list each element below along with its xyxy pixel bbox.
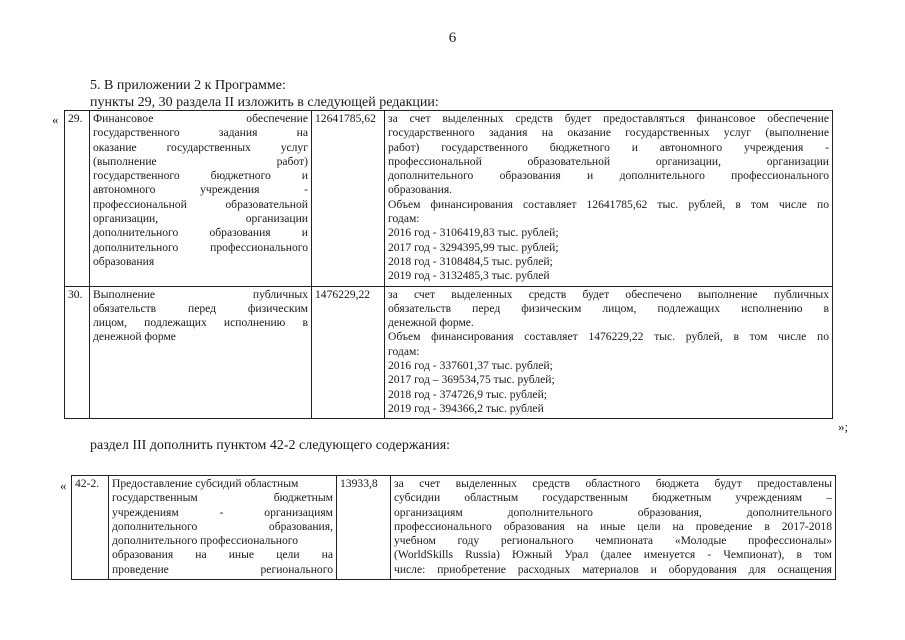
- description-line: дополнительного образования и дополнительного профессионального: [388, 169, 829, 183]
- description-line: 2017 год – 369534,75 тыс. рублей;: [388, 373, 555, 387]
- name-line: государственного задания на: [93, 126, 308, 140]
- description-line: 2016 год - 337601,37 тыс. рублей;: [388, 359, 553, 373]
- name-line: автономного учреждения -: [93, 183, 308, 197]
- table-row-42-2: [72, 476, 836, 580]
- name-line: организации, организации: [93, 212, 308, 226]
- section-3-line: раздел III дополнить пунктом 42-2 следующего содержания:: [90, 438, 451, 453]
- row-name: [90, 111, 312, 287]
- description-line: 2017 год - 3294395,99 тыс. рублей;: [388, 240, 559, 254]
- description-line: работ) государственного бюджетного и автономного учреждения -: [388, 140, 829, 154]
- description-line: профессиональной образовательной организации, организации: [388, 154, 829, 168]
- description-line: организациям дополнительного образования, дополнительного: [394, 505, 832, 519]
- table-section-2: [64, 110, 833, 419]
- table-section-3: [71, 475, 836, 580]
- page-number: 6: [448, 30, 457, 46]
- row-description: [385, 286, 833, 419]
- open-quote-1: «: [52, 112, 59, 127]
- name-line: лицом, подлежащих исполнению в: [93, 316, 308, 330]
- name-line: образования на иные цели на: [112, 548, 333, 562]
- description-line: 2019 год - 3132485,3 тыс. рублей: [388, 269, 550, 283]
- description-line: за счет выделенных средств будет предоставляться финансовое обеспечение: [388, 112, 829, 125]
- intro-line-1: 5. В приложении 2 к Программе:: [90, 78, 286, 93]
- description-line: 2019 год - 394366,2 тыс. рублей: [388, 401, 544, 415]
- name-line: (выполнение работ): [93, 154, 308, 168]
- name-line: Предоставление субсидий областным: [112, 477, 299, 490]
- name-line: Финансовое обеспечение: [93, 112, 308, 125]
- name-line: обязательств перед физическим: [93, 301, 308, 315]
- name-line: Выполнение публичных: [93, 287, 308, 301]
- name-line: дополнительного профессионального: [112, 534, 299, 548]
- description-line: денежной форме.: [388, 316, 474, 330]
- description-line: 2018 год - 374726,9 тыс. рублей;: [388, 387, 548, 401]
- description-line: числе: приобретение расходных материалов и оборудования для оснащения: [394, 562, 832, 576]
- intro-line-2: пункты 29, 30 раздела II изложить в следующей редакции:: [90, 95, 439, 110]
- name-line: государственного бюджетного и: [93, 169, 308, 183]
- description-line: 2018 год - 3108484,5 тыс. рублей;: [388, 254, 553, 268]
- row-number: 42-2.: [72, 476, 109, 580]
- close-quote: »;: [838, 419, 849, 434]
- name-line: дополнительного профессионального: [93, 240, 308, 254]
- name-line: профессиональной образовательной: [93, 197, 308, 211]
- table-row-29: [65, 111, 833, 287]
- name-line: проведение регионального: [112, 562, 333, 576]
- description-line: профессионального образования на иные цели на проведение в 2017-2018: [394, 519, 832, 533]
- name-line: дополнительного образования,: [112, 519, 333, 533]
- description-line: годам:: [388, 212, 420, 226]
- row-number: 29.: [65, 111, 90, 287]
- row-number: 30.: [65, 286, 90, 419]
- row-amount: 13933,8: [337, 476, 391, 580]
- row-amount: 12641785,62: [312, 111, 385, 287]
- description-line: субсидии областным государственным бюджетным учреждениям –: [394, 491, 832, 505]
- name-line: государственным бюджетным: [112, 491, 333, 505]
- table-row-30: [65, 286, 833, 419]
- row-amount: 1476229,22: [312, 286, 385, 419]
- description-line: за счет выделенных средств областного бюджета будут предоставлены: [394, 477, 832, 490]
- name-line: оказание государственных услуг: [93, 140, 308, 154]
- open-quote-2: «: [60, 478, 67, 493]
- name-line: учреждениям - организациям: [112, 505, 333, 519]
- row-description: [385, 111, 833, 287]
- description-line: годам:: [388, 344, 420, 358]
- row-name: [90, 286, 312, 419]
- description-line: учебном году регионального чемпионата «Молодые профессионалы»: [394, 534, 832, 548]
- name-line: дополнительного образования и: [93, 226, 308, 240]
- description-line: обязательств перед физическим лицом, подлежащих исполнению в: [388, 301, 829, 315]
- name-line: образования: [93, 254, 155, 268]
- name-line: денежной форме: [93, 330, 176, 344]
- description-line: 2016 год - 3106419,83 тыс. рублей;: [388, 226, 559, 240]
- description-line: образования.: [388, 183, 453, 197]
- row-description: [391, 476, 836, 580]
- description-line: государственного задания на оказание государственных услуг (выполнение: [388, 126, 829, 140]
- description-line: Объем финансирования составляет 1476229,22 тыс. рублей, в том числе по: [388, 330, 829, 344]
- description-line: за счет выделенных средств будет обеспечено выполнение публичных: [388, 287, 829, 301]
- description-line: (WorldSkills Russia) Южный Урал (далее именуется - Чемпионат), в том: [394, 548, 832, 562]
- description-line: Объем финансирования составляет 12641785,62 тыс. рублей, в том числе по: [388, 197, 829, 211]
- row-name: [109, 476, 337, 580]
